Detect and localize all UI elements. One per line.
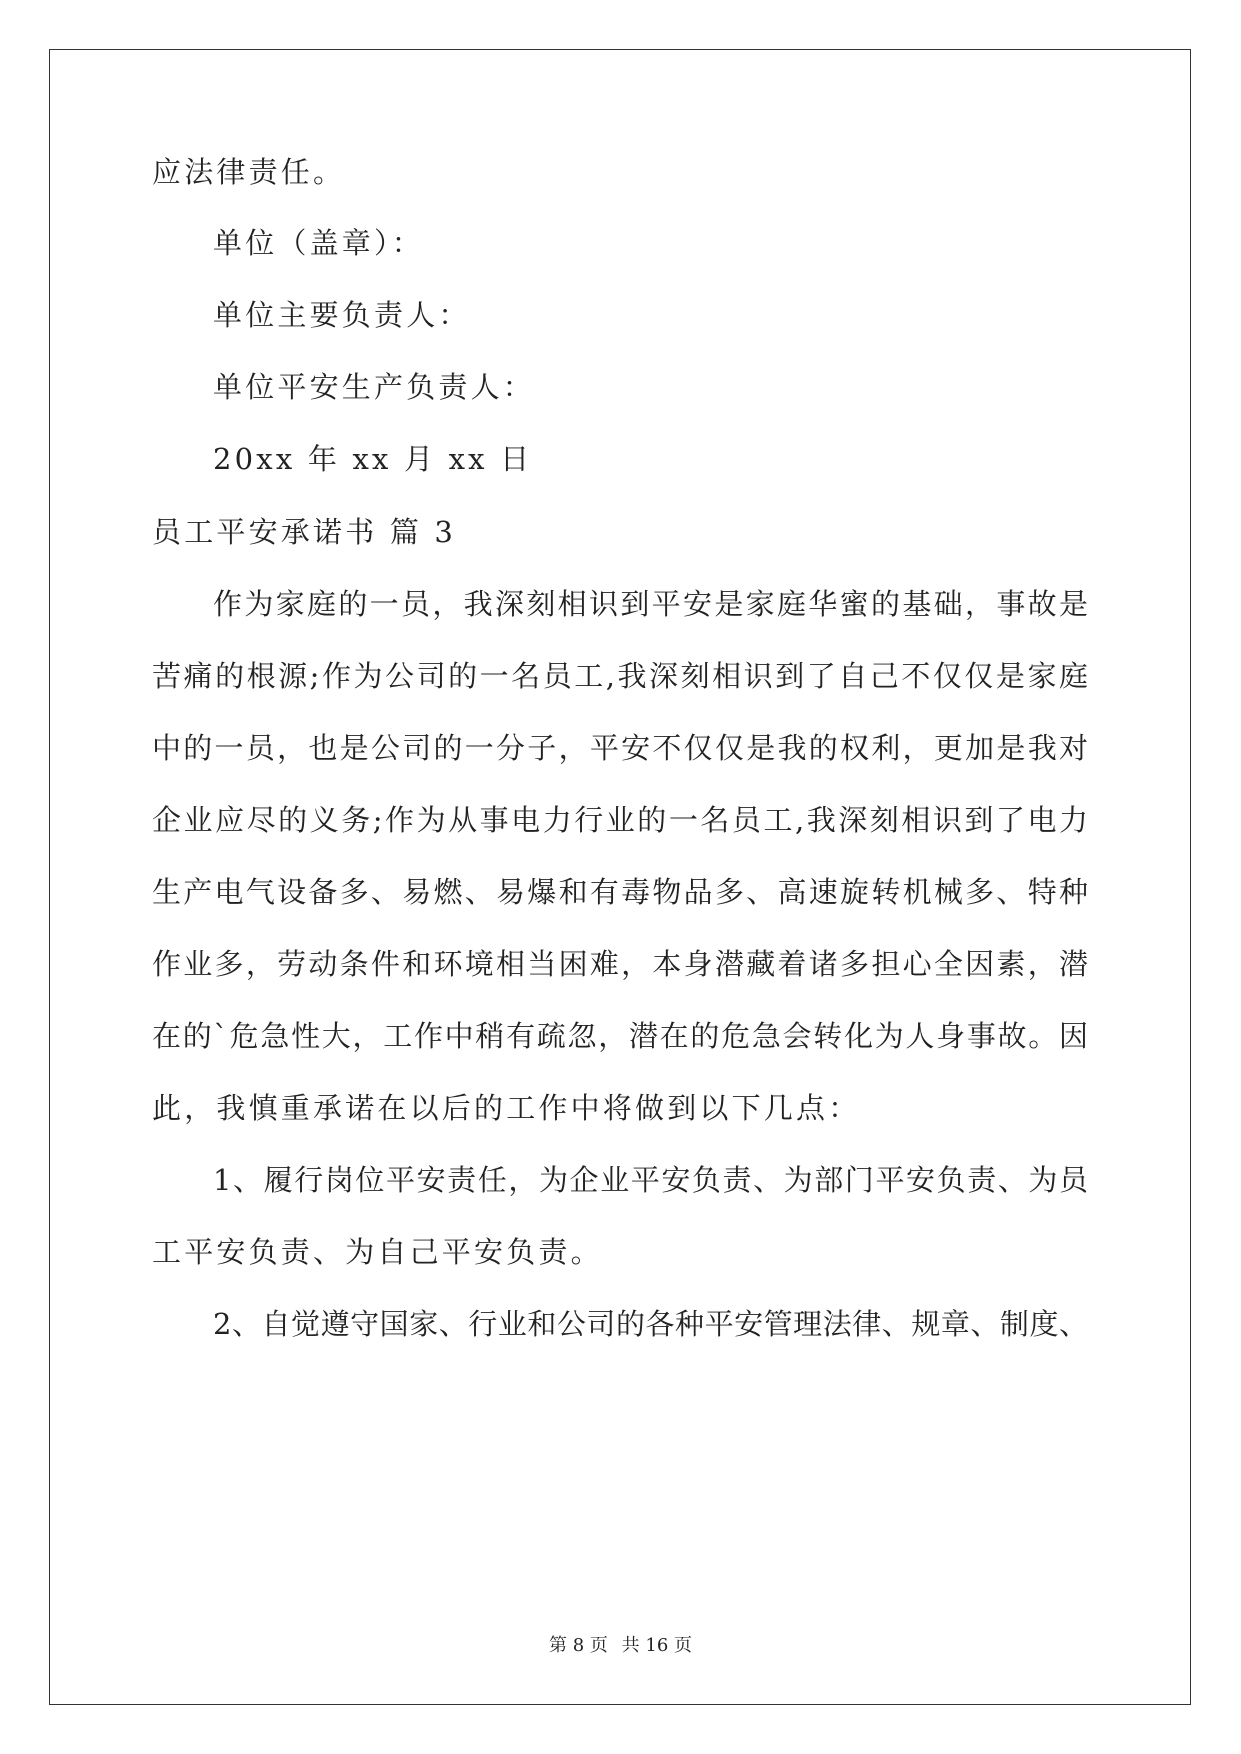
page-number: 第 8 页 (549, 1635, 608, 1656)
text-line-date: 20xx 年 xx 月 xx 日 (213, 442, 533, 476)
list-item-1-line: 1、履行岗位平安责任，为企业平安负责、为部门平安负责、为员 (213, 1163, 1088, 1197)
text-line-unit-seal: 单位（盖章）： (213, 226, 424, 260)
paragraph-line: 中的一员，也是公司的一分子，平安不仅仅是我的权利，更加是我对 (152, 731, 1088, 765)
list-item-1-line: 工平安负责、为自己平安负责。 (152, 1235, 603, 1269)
page-footer (0, 1634, 1241, 1658)
paragraph-line: 生产电气设备多、易燃、易爆和有毒物品多、高速旋转机械多、特种 (152, 875, 1088, 909)
text-line-safety-head: 单位平安生产负责人： (213, 370, 536, 404)
paragraph-line: 在的`危急性大，工作中稍有疏忽，潜在的危急会转化为人身事故。因 (152, 1019, 1088, 1053)
paragraph-line: 作业多，劳动条件和环境相当困难，本身潜藏着诸多担心全因素，潜 (152, 947, 1088, 981)
paragraph-line: 苦痛的根源;作为公司的一名员工,我深刻相识到了自己不仅仅是家庭 (152, 659, 1088, 693)
text-line-unit-head: 单位主要负责人： (213, 298, 471, 332)
list-item-2-line: 2、自觉遵守国家、行业和公司的各种平安管理法律、规章、制度、 (213, 1307, 1088, 1341)
text-line: 应法律责任。 (152, 155, 346, 189)
total-pages: 共 16 页 (621, 1635, 692, 1656)
section-heading: 员工平安承诺书 篇 3 (152, 515, 457, 549)
paragraph-line: 此，我慎重承诺在以后的工作中将做到以下几点： (152, 1091, 861, 1125)
paragraph-line: 企业应尽的义务;作为从事电力行业的一名员工,我深刻相识到了电力 (152, 803, 1088, 837)
paragraph-line: 作为家庭的一员，我深刻相识到平安是家庭华蜜的基础，事故是 (213, 587, 1088, 621)
